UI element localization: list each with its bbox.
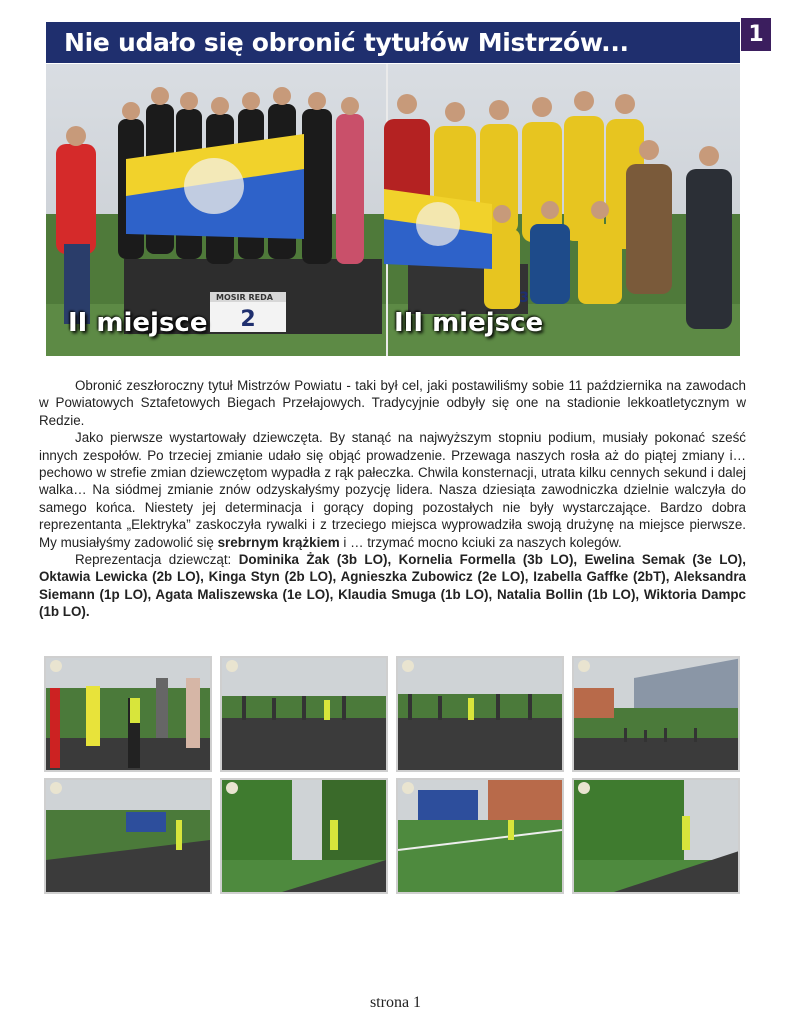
team-roster-label: Reprezentacja dziewcząt: bbox=[75, 552, 239, 568]
corner-page-badge: 1 bbox=[741, 18, 771, 51]
page-title: Nie udało się obronić tytułów Mistrzów... bbox=[46, 22, 740, 63]
gallery-photo-8 bbox=[572, 778, 740, 894]
gallery-photo-4 bbox=[572, 656, 740, 772]
gallery-photo-7 bbox=[396, 778, 564, 894]
gallery-photo-1 bbox=[44, 656, 212, 772]
gallery-photo-5 bbox=[44, 778, 212, 894]
article-paragraph-2 bbox=[39, 429, 746, 551]
article-paragraph-2-end: i … trzymać mocno kciuki za naszych kolegów. bbox=[339, 534, 622, 550]
hero-photo bbox=[46, 64, 740, 356]
gallery-photo-6 bbox=[220, 778, 388, 894]
podium-sign-top: MOSIR REDA bbox=[216, 293, 273, 302]
gallery-photo-3 bbox=[396, 656, 564, 772]
photo-gallery bbox=[44, 656, 742, 896]
page-number: strona 1 bbox=[369, 994, 422, 1011]
third-place-label: III miejsce bbox=[394, 308, 544, 338]
article-paragraph-3 bbox=[39, 551, 746, 621]
team-roster-names: Dominika Żak (3b LO), Kornelia Formella (3b LO), Ewelina Semak (3e LO), Oktawia Lewicka (2b LO), Kinga Styn (2b LO), Agnieszka Zubowicz (2e LO), Izabella Gaffke (2bT), Aleksandra Siemann (1p LO), Agata Maliszewska (1e LO), Klaudia Smuga (1b LO), Natalia Bollin (1b LO), Wiktoria Dampc (1b LO). bbox=[39, 552, 746, 620]
article-paragraph-2-text: Jako pierwsze wystartowały dziewczęta. By stanąć na najwyższym stopniu podium, musiały pokonać sześć innych zespołów. Po trzeciej zmianie udało się objąć prowadzenie. Przewaga naszych rosła aż do piątej zmiany i… pechowo w strefie zmian dziewczętom wypadła z rąk pałeczka. Chwila konsternacji, utrata kilku cennych sekund i dalej walka… Na siódmej zmianie znów odzyskałyśmy pozycję lidera. Nasza dziesiąta zawodniczka dzielnie walczyła do samego końca. Niestety jej determinacja i gorący doping pozostałych nie były wystarczające. Bardzo dobra reprezentanta „Elektryka” zaskoczyła rywalki i z trzeciego miejsca wyprowadziła swoją drużynę na miejsce pierwsze. My musiałyśmy zadowolić się bbox=[39, 430, 746, 550]
podium-number-3: 3 bbox=[519, 290, 529, 306]
article-body bbox=[39, 377, 746, 621]
silver-medal-highlight: srebrnym krążkiem bbox=[217, 534, 340, 550]
podium-number-2: 2 bbox=[240, 307, 256, 332]
article-paragraph-1: Obronić zeszłoroczny tytuł Mistrzów Powiatu - taki był cel, jaki postawiliśmy sobie 11 października na zawodach w Powiatowych Sztafetowych Biegach Przełajowych. Tradycyjnie odbyły się one na stadionie lekkoatletycznym w Redzie. bbox=[39, 378, 746, 428]
second-place-label: II miejsce bbox=[68, 308, 208, 338]
gallery-photo-2 bbox=[220, 656, 388, 772]
